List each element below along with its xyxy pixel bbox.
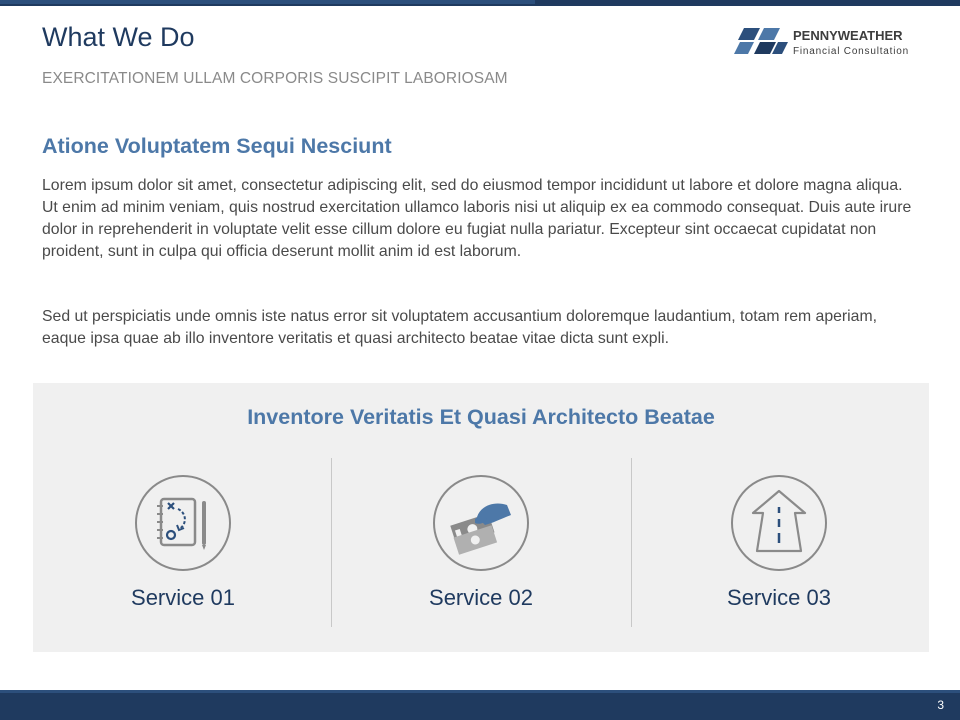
footer-accent-line xyxy=(0,690,960,693)
service-label: Service 02 xyxy=(429,585,533,610)
service-item-3 xyxy=(659,473,899,611)
logo-mark-icon xyxy=(734,26,790,60)
hand-money-icon xyxy=(431,473,531,573)
column-divider xyxy=(631,458,632,627)
road-arrow-icon xyxy=(729,473,829,573)
top-bar-accent xyxy=(0,0,535,4)
logo-tagline: Financial Consultation xyxy=(793,46,909,57)
service-item-1 xyxy=(63,473,303,611)
company-logo xyxy=(734,26,934,60)
slide-title: What We Do xyxy=(42,22,195,52)
footer-bar xyxy=(0,690,960,720)
strategy-notebook-icon xyxy=(133,473,233,573)
service-item-2 xyxy=(361,473,601,611)
services-heading: Inventore Veritatis Et Quasi Architecto Beatae xyxy=(247,405,715,429)
page-number: 3 xyxy=(937,698,944,712)
logo-name: PENNYWEATHER xyxy=(793,28,903,43)
body-paragraph: Sed ut perspiciatis unde omnis iste natus error sit voluptatem accusantium doloremque laudantium, totam rem aperiam, eaque ipsa quae ab illo inventore veritatis et quasi architecto beatae vitae dicta sunt expli. xyxy=(42,308,878,347)
service-label: Service 03 xyxy=(727,585,831,610)
section-heading: Atione Voluptatem Sequi Nesciunt xyxy=(42,134,392,158)
services-panel xyxy=(33,383,929,652)
top-bar xyxy=(0,0,960,6)
column-divider xyxy=(331,458,332,627)
slide-subtitle: EXERCITATIONEM ULLAM CORPORIS SUSCIPIT LABORIOSAM xyxy=(42,70,508,87)
body-paragraph: Lorem ipsum dolor sit amet, consectetur adipiscing elit, sed do eiusmod tempor incididunt ut labore et dolore magna aliqua. Ut enim ad minim veniam, quis nostrud exercitation ullamco laboris nisi ut aliquip ex ea commodo consequat. Duis aute irure dolor in reprehenderit in voluptate velit esse cillum dolore eu fugiat nulla pariatur. Excepteur sint occaecat cupidatat non proident, sunt in culpa qui officia deserunt mollit anim id est laborum. xyxy=(42,177,912,260)
service-label: Service 01 xyxy=(131,585,235,610)
